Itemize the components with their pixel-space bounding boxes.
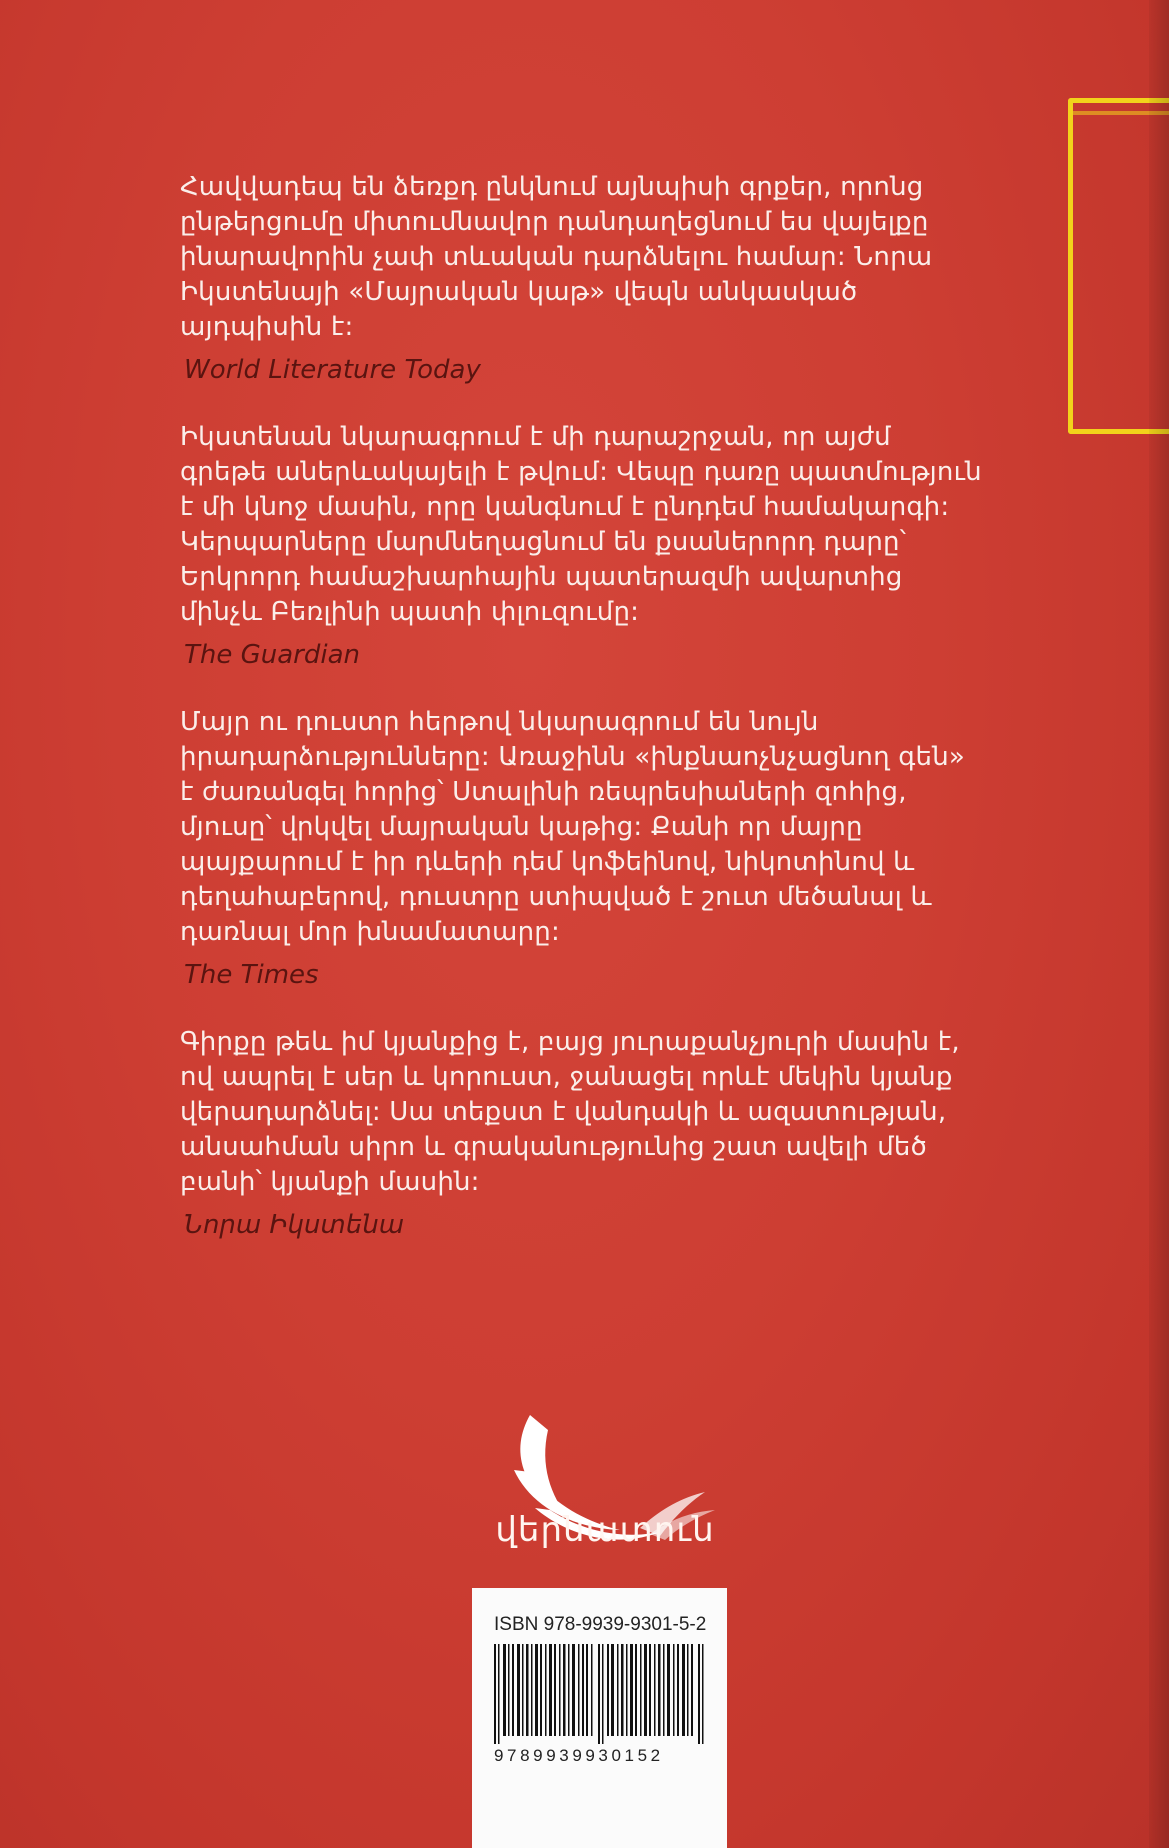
isbn-sticker: [472, 1588, 727, 1848]
review-line: Երկրորդ համաշխարհային պատերազմի ավարտից: [180, 562, 903, 592]
review-line: Իկստենայի «Մայրական կաթ» վեպն անկասկած: [180, 277, 858, 307]
review-line: այդպիսին է:: [180, 312, 354, 342]
review-block-1: [180, 170, 1000, 385]
review-block-2: [180, 420, 1000, 670]
review-line: Կերպարները մարմնեղացնում են քսաներորդ դարը՝: [180, 527, 907, 557]
review-line: ով ապրել է սեր և կորուստ, ջանացել որևէ մեկին կյանք: [180, 1062, 953, 1092]
barcode-icon: [494, 1644, 706, 1744]
review-source: World Literature Today: [184, 355, 481, 385]
review-line: Գիրքը թեև իմ կյանքից է, բայց յուրաքանչյուրի մասին է,: [180, 1027, 960, 1057]
isbn-label: ISBN 978-9939-9301-5-2: [494, 1614, 707, 1635]
review-line: մյուսը՝ վրկվել մայրական կաթից: Քանի որ մայրը: [180, 812, 863, 842]
review-line: դեղահաբերով, դուստրը ստիպված է շուտ մեծանալ և: [180, 882, 932, 912]
review-source: The Guardian: [184, 640, 361, 670]
review-line: անսահման սիրո և գրականությունից շատ ավելի մեծ: [180, 1132, 927, 1162]
review-line: վերադարձնել: Սա տեքստ է վանդակի և ազատության,: [180, 1097, 947, 1127]
review-line: է մի կնոջ մասին, որը կանգնում է ընդդեմ համակարգի:: [180, 492, 950, 522]
review-line: Մայր ու դուստր հերթով նկարագրում են նույն: [180, 707, 819, 737]
review-source: The Times: [184, 960, 319, 990]
barcode-digits: 9789939930152: [494, 1746, 664, 1765]
review-block-3: [180, 705, 1000, 990]
review-block-4: [180, 1025, 1000, 1240]
review-line: Իկստենան նկարագրում է մի դարաշրջան, որ այժմ: [180, 422, 891, 452]
review-line: է ժառանգել հորից՝ Ստալինի ռեպրեսիաների զոհից,: [180, 777, 907, 807]
review-line: ինարավորին չափ տևական դարձնելու համար: Նորա: [180, 242, 933, 272]
cover-edge-shadow: [1149, 0, 1169, 1848]
review-line: գրեթե աներևակայելի է թվում: Վեպը դառը պատմություն: [180, 457, 982, 487]
review-line: պայքարում է իր դևերի դեմ կոֆեինով, նիկոտինով և: [180, 847, 915, 877]
review-line: բանի՝ կյանքի մասին:: [180, 1167, 480, 1197]
review-line: մինչև Բեռլինի պատի փլուզումը:: [180, 597, 640, 627]
review-line: Հավվադեպ են ձեռքդ ընկնում այնպիսի գրքեր, որոնց: [180, 172, 924, 202]
review-line: ընթերցումը միտումնավոր դանդաղեցնում ես վայելքը: [180, 207, 929, 237]
review-source: Նորա Իկստենա: [184, 1210, 405, 1240]
review-line: իրադարձությունները: Առաջինն «ինքնաոչնչացնող գեն»: [180, 742, 965, 772]
publisher-name: վերնատուն: [495, 1510, 715, 1550]
review-line: դառնալ մոր խնամատարը:: [180, 917, 560, 947]
